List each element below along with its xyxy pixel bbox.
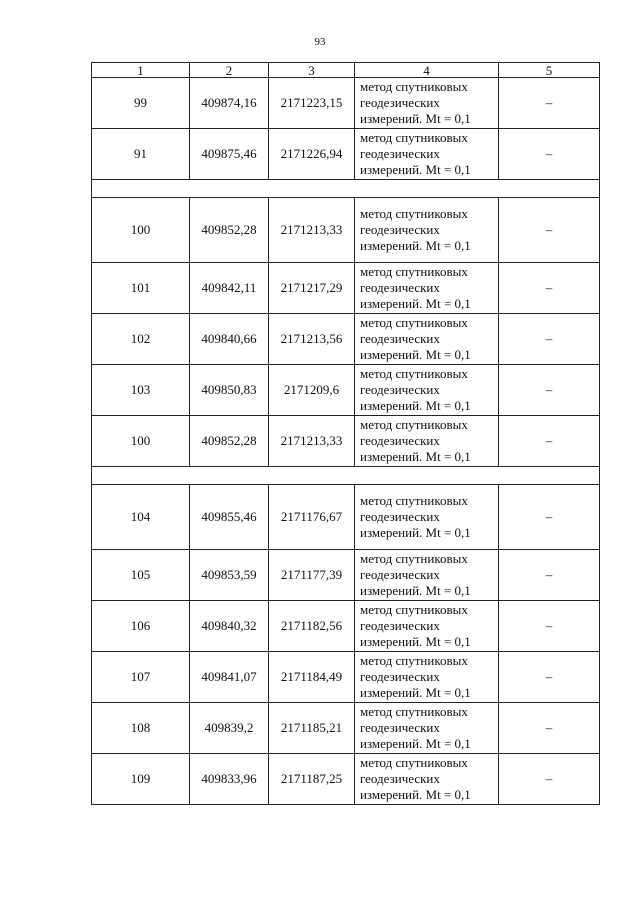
method-line: измерений. Mt = 0,1: [360, 296, 471, 311]
method-line: геодезических: [360, 280, 440, 295]
empty-mark-cell: –: [499, 550, 600, 601]
coordinates-table: [91, 62, 600, 805]
method-line: метод спутниковых: [360, 551, 468, 566]
point-cell: 101: [92, 263, 190, 314]
group-separator-row: [92, 180, 600, 198]
method-line: метод спутниковых: [360, 206, 468, 221]
empty-mark-cell: –: [499, 652, 600, 703]
method-line: измерений. Mt = 0,1: [360, 787, 471, 802]
method-line: измерений. Mt = 0,1: [360, 111, 471, 126]
y-coordinate-cell: 2171217,29: [269, 263, 355, 314]
method-line: геодезических: [360, 567, 440, 582]
empty-mark-cell: –: [499, 365, 600, 416]
method-cell: [355, 485, 499, 550]
column-header-4: 4: [355, 63, 499, 78]
method-line: измерений. Mt = 0,1: [360, 347, 471, 362]
y-coordinate-cell: 2171213,33: [269, 198, 355, 263]
method-line: измерений. Mt = 0,1: [360, 238, 471, 253]
method-cell: [355, 754, 499, 805]
empty-mark-cell: –: [499, 314, 600, 365]
method-cell: [355, 652, 499, 703]
method-line: метод спутниковых: [360, 315, 468, 330]
method-line: геодезических: [360, 433, 440, 448]
table-row: [92, 652, 600, 703]
point-cell: 100: [92, 416, 190, 467]
x-coordinate-cell: 409855,46: [190, 485, 269, 550]
point-cell: 104: [92, 485, 190, 550]
method-line: измерений. Mt = 0,1: [360, 583, 471, 598]
method-line: измерений. Mt = 0,1: [360, 398, 471, 413]
method-line: метод спутниковых: [360, 493, 468, 508]
method-line: геодезических: [360, 331, 440, 346]
method-line: измерений. Mt = 0,1: [360, 162, 471, 177]
point-cell: 105: [92, 550, 190, 601]
method-cell: [355, 198, 499, 263]
y-coordinate-cell: 2171187,25: [269, 754, 355, 805]
empty-mark-cell: –: [499, 416, 600, 467]
method-cell: [355, 314, 499, 365]
method-cell: [355, 365, 499, 416]
method-cell: [355, 78, 499, 129]
y-coordinate-cell: 2171184,49: [269, 652, 355, 703]
method-cell: [355, 703, 499, 754]
point-cell: 102: [92, 314, 190, 365]
empty-mark-cell: –: [499, 198, 600, 263]
point-cell: 106: [92, 601, 190, 652]
method-line: геодезических: [360, 222, 440, 237]
method-line: геодезических: [360, 509, 440, 524]
method-line: метод спутниковых: [360, 704, 468, 719]
method-line: геодезических: [360, 95, 440, 110]
header-row: [92, 63, 600, 78]
method-cell: [355, 416, 499, 467]
table-row: [92, 601, 600, 652]
point-cell: 103: [92, 365, 190, 416]
method-line: измерений. Mt = 0,1: [360, 634, 471, 649]
method-line: геодезических: [360, 771, 440, 786]
empty-mark-cell: –: [499, 78, 600, 129]
method-line: метод спутниковых: [360, 79, 468, 94]
y-coordinate-cell: 2171213,56: [269, 314, 355, 365]
method-line: геодезических: [360, 146, 440, 161]
method-line: измерений. Mt = 0,1: [360, 525, 471, 540]
method-line: измерений. Mt = 0,1: [360, 685, 471, 700]
table-row: [92, 754, 600, 805]
column-header-1: 1: [92, 63, 190, 78]
empty-mark-cell: –: [499, 485, 600, 550]
x-coordinate-cell: 409852,28: [190, 416, 269, 467]
x-coordinate-cell: 409840,66: [190, 314, 269, 365]
table-row: [92, 129, 600, 180]
table-row: [92, 78, 600, 129]
method-line: метод спутниковых: [360, 366, 468, 381]
y-coordinate-cell: 2171223,15: [269, 78, 355, 129]
x-coordinate-cell: 409874,16: [190, 78, 269, 129]
method-line: измерений. Mt = 0,1: [360, 736, 471, 751]
method-line: метод спутниковых: [360, 264, 468, 279]
table-row: [92, 703, 600, 754]
empty-mark-cell: –: [499, 129, 600, 180]
y-coordinate-cell: 2171176,67: [269, 485, 355, 550]
x-coordinate-cell: 409875,46: [190, 129, 269, 180]
empty-mark-cell: –: [499, 601, 600, 652]
y-coordinate-cell: 2171182,56: [269, 601, 355, 652]
column-header-5: 5: [499, 63, 600, 78]
table-row: [92, 314, 600, 365]
x-coordinate-cell: 409853,59: [190, 550, 269, 601]
table-row: [92, 550, 600, 601]
point-cell: 100: [92, 198, 190, 263]
page-number: 93: [314, 36, 326, 48]
x-coordinate-cell: 409842,11: [190, 263, 269, 314]
method-line: метод спутниковых: [360, 417, 468, 432]
method-line: метод спутниковых: [360, 130, 468, 145]
method-line: геодезических: [360, 382, 440, 397]
y-coordinate-cell: 2171226,94: [269, 129, 355, 180]
x-coordinate-cell: 409850,83: [190, 365, 269, 416]
method-line: геодезических: [360, 618, 440, 633]
x-coordinate-cell: 409840,32: [190, 601, 269, 652]
table-row: [92, 485, 600, 550]
point-cell: 107: [92, 652, 190, 703]
y-coordinate-cell: 2171177,39: [269, 550, 355, 601]
x-coordinate-cell: 409839,2: [190, 703, 269, 754]
column-header-3: 3: [269, 63, 355, 78]
point-cell: 91: [92, 129, 190, 180]
table-row: [92, 365, 600, 416]
point-cell: 99: [92, 78, 190, 129]
table-row: [92, 263, 600, 314]
table-row: [92, 416, 600, 467]
method-line: метод спутниковых: [360, 755, 468, 770]
method-line: измерений. Mt = 0,1: [360, 449, 471, 464]
method-line: метод спутниковых: [360, 653, 468, 668]
empty-mark-cell: –: [499, 263, 600, 314]
y-coordinate-cell: 2171185,21: [269, 703, 355, 754]
x-coordinate-cell: 409833,96: [190, 754, 269, 805]
method-cell: [355, 601, 499, 652]
method-line: геодезических: [360, 720, 440, 735]
x-coordinate-cell: 409852,28: [190, 198, 269, 263]
column-header-2: 2: [190, 63, 269, 78]
y-coordinate-cell: 2171209,6: [269, 365, 355, 416]
point-cell: 108: [92, 703, 190, 754]
x-coordinate-cell: 409841,07: [190, 652, 269, 703]
method-cell: [355, 550, 499, 601]
point-cell: 109: [92, 754, 190, 805]
method-line: метод спутниковых: [360, 602, 468, 617]
y-coordinate-cell: 2171213,33: [269, 416, 355, 467]
method-line: геодезических: [360, 669, 440, 684]
empty-mark-cell: –: [499, 703, 600, 754]
empty-mark-cell: –: [499, 754, 600, 805]
method-cell: [355, 129, 499, 180]
group-separator-row: [92, 467, 600, 485]
separator-cell: [92, 180, 600, 198]
table-row: [92, 198, 600, 263]
separator-cell: [92, 467, 600, 485]
method-cell: [355, 263, 499, 314]
